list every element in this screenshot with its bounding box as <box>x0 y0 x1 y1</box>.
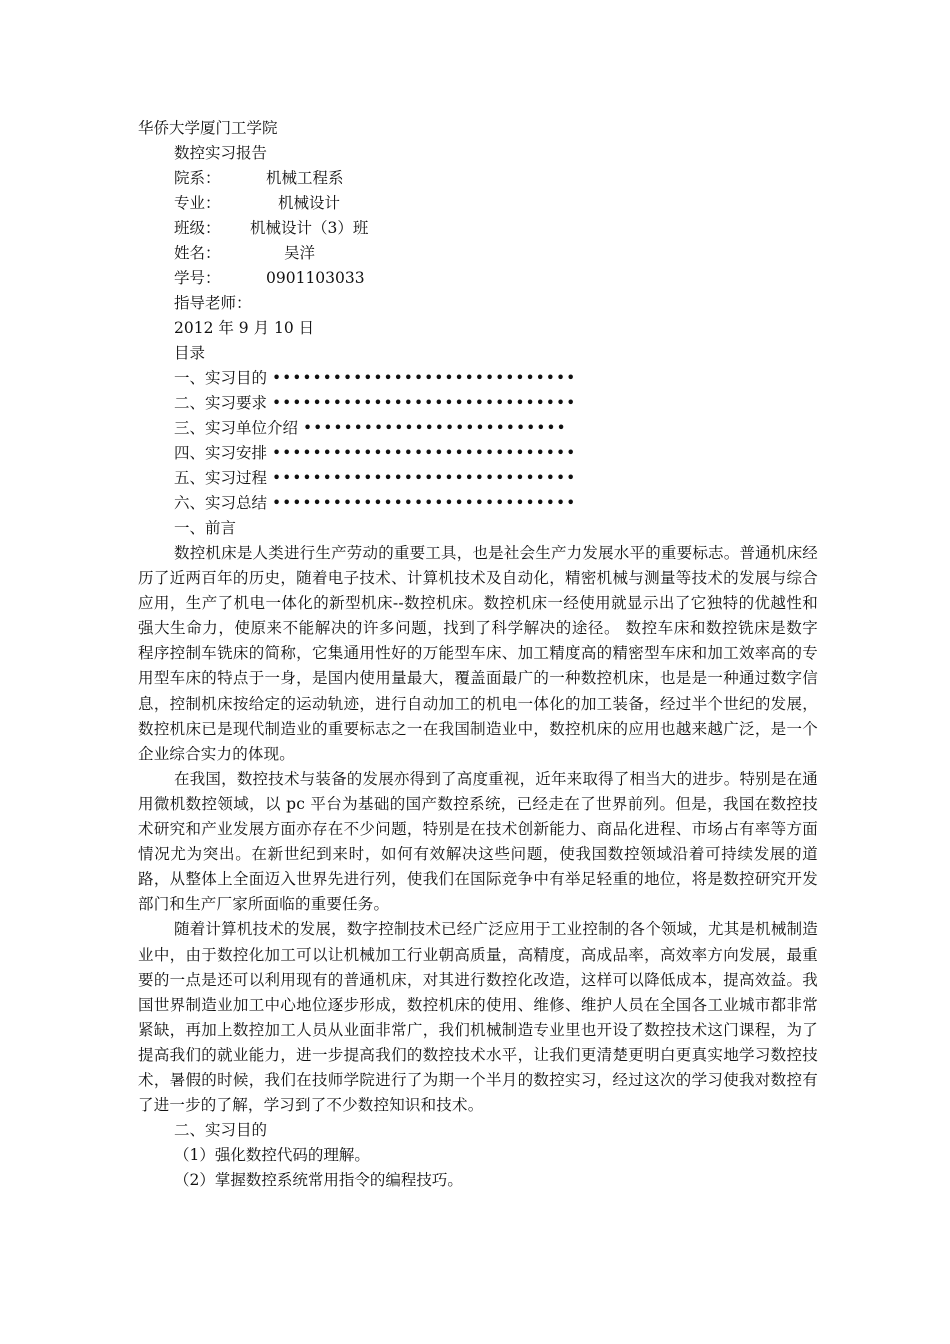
preface-paragraph: 随着计算机技术的发展，数字控制技术已经广泛应用于工业控制的各个领域，尤其是机械制造业中，由于数控化加工可以让机械加工行业朝高质量，高精度，高成品率，高效率方向发展，最重要的一点是还可以利用现有的普通机床，对其进行数控化改造，这样可以降低成本，提高效益。我国世界制造业加工中心地位逐步形成，数控机床的使用、维修、维护人员在全国各工业城市都非常紧缺，再加上数控加工人员从业面非常广，我们机械制造专业里也开设了数控技术这门课程，为了提高我们的就业能力，进一步提高我们的数控技术水平，让我们更清楚更明白更真实地学习数控技术，暑假的时候，我们在技师学院进行了为期一个半月的数控实习，经过这次的学习使我对数控有了进一步的了解，学习到了不少数控知识和技术。 <box>138 920 818 1115</box>
purpose-item: （2）掌握数控系统常用指令的编程技巧。 <box>174 1171 463 1190</box>
report-date: 2012 年 9 月 10 日 <box>174 319 315 337</box>
toc-leader: •••••••••••••••••••••••••••••• <box>271 444 577 462</box>
department-value: 机械工程系 <box>266 169 344 187</box>
toc-item <box>138 466 818 491</box>
toc-item <box>138 366 818 391</box>
student-id-value: 0901103033 <box>266 269 365 287</box>
purpose-heading: 二、实习目的 <box>174 1121 268 1140</box>
toc-leader: •••••••••••••••••••••••••••••• <box>271 369 577 387</box>
document-body <box>138 116 818 1193</box>
toc-leader: •••••••••••••••••••••••••• <box>302 419 567 437</box>
toc-item-label: 四、实习安排 <box>174 444 268 462</box>
major-value: 机械设计 <box>278 194 341 212</box>
toc-item <box>138 491 818 516</box>
major-label: 专业： <box>174 194 221 212</box>
toc-item <box>138 441 818 466</box>
preface-paragraph: 数控机床是人类进行生产劳动的重要工具，也是社会生产力发展水平的重要标志。普通机床经历了近两百年的历史，随着电子技术、计算机技术及自动化，精密机械与测量等技术的发展与综合应用，生产了机电一体化的新型机床--数控机床。数控机床一经使用就显示出了它独特的优越性和强大生命力，使原来不能解决的许多问题，找到了科学解决的途径。 数控车床和数控铣床是数字程序控制车铣床的简称，它集通用性好的万能型车床、加工精度高的精密型车床和加工效率高的专用型车床的特点于一身，是国内使用量最大，覆盖面最广的一种数控机床，也是是一种通过数字信息，控制机床按给定的运动轨迹，进行自动加工的机电一体化的加工装备，经过半个世纪的发展，数控机床已是现代制造业的重要标志之一在我国制造业中，数控机床的应用也越来越广泛，是一个企业综合实力的体现。 <box>138 544 818 763</box>
name-value: 吴洋 <box>284 244 316 262</box>
toc-leader: •••••••••••••••••••••••••••••• <box>271 469 577 487</box>
department-label: 院系： <box>174 169 221 187</box>
department-row <box>138 166 818 191</box>
report-title: 数控实习报告 <box>174 144 268 162</box>
toc-item-label: 五、实习过程 <box>174 469 268 487</box>
toc-item-label: 二、实习要求 <box>174 394 268 412</box>
toc-item-label: 三、实习单位介绍 <box>174 419 299 437</box>
toc-item-label: 一、实习目的 <box>174 369 268 387</box>
name-row <box>138 241 818 266</box>
toc-item <box>138 391 818 416</box>
university-name: 华侨大学厦门工学院 <box>138 119 278 137</box>
name-label: 姓名： <box>174 244 221 262</box>
toc-leader: •••••••••••••••••••••••••••••• <box>271 494 577 512</box>
major-row <box>138 191 818 216</box>
preface-heading: 一、前言 <box>174 519 237 537</box>
toc-title: 目录 <box>174 344 206 362</box>
class-row <box>138 216 818 241</box>
toc-leader: •••••••••••••••••••••••••••••• <box>271 394 577 412</box>
class-label: 班级： <box>174 219 221 237</box>
student-id-row <box>138 266 818 291</box>
toc-item <box>138 416 818 441</box>
toc-item-label: 六、实习总结 <box>174 494 268 512</box>
purpose-item: （1）强化数控代码的理解。 <box>174 1146 370 1165</box>
preface-paragraph: 在我国，数控技术与装备的发展亦得到了高度重视，近年来取得了相当大的进步。特别是在通用微机数控领域，以 pc 平台为基础的国产数控系统，已经走在了世界前列。但是，我国在数控技术研究和产业发展方面亦存在不少问题，特别是在技术创新能力、商品化进程、市场占有率等方面情况尤为突出。在新世纪到来时，如何有效解决这些问题，使我国数控领域沿着可持续发展的道路，从整体上全面迈入世界先进行列，使我们在国际竞争中有举足轻重的地位，将是数控研究开发部门和生产厂家所面临的重要任务。 <box>138 769 818 914</box>
advisor-label: 指导老师： <box>174 294 252 312</box>
class-value: 机械设计（3）班 <box>250 219 369 237</box>
student-id-label: 学号： <box>174 269 221 287</box>
